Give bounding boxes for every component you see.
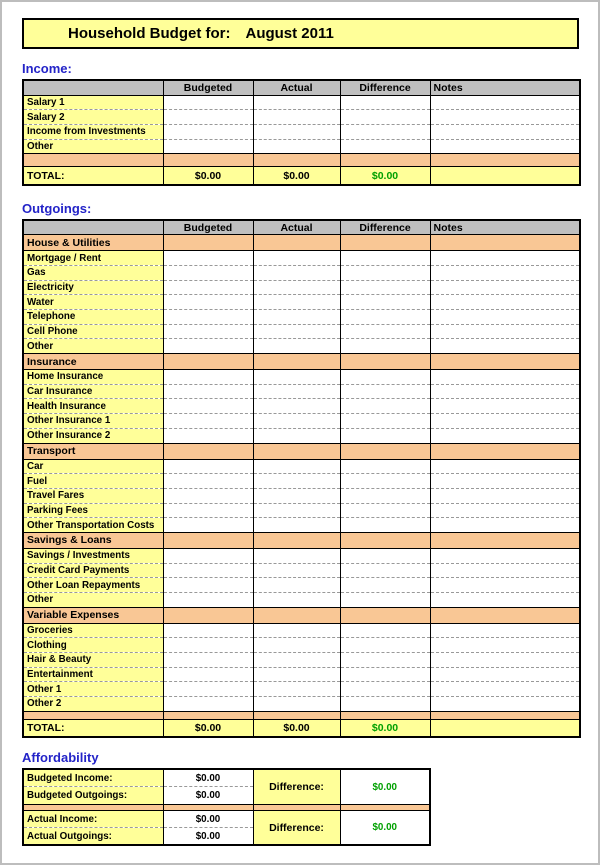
budgeted-input-cell[interactable]: [163, 428, 253, 443]
page-title-label: Household Budget for:: [68, 25, 231, 42]
actual-input-cell[interactable]: [253, 110, 340, 125]
notes-input-cell[interactable]: [430, 667, 580, 682]
difference-label: Difference:: [253, 769, 340, 804]
table-row: [23, 354, 580, 370]
notes-input-cell[interactable]: [430, 428, 580, 443]
afford-row-value: $0.00: [163, 828, 253, 846]
table-row: [23, 638, 580, 653]
notes-input-cell[interactable]: [430, 399, 580, 414]
notes-input-cell[interactable]: [430, 578, 580, 593]
actual-input-cell[interactable]: [253, 459, 340, 474]
income-heading: Income:: [22, 61, 72, 76]
table-row: [23, 667, 580, 682]
notes-input-cell[interactable]: [430, 503, 580, 518]
actual-input-cell[interactable]: [253, 414, 340, 429]
category-label: Transport: [23, 443, 163, 459]
category-cell: [430, 532, 580, 548]
row-label: Savings / Investments: [23, 548, 163, 563]
notes-input-cell[interactable]: [430, 384, 580, 399]
budgeted-input-cell[interactable]: [163, 593, 253, 608]
total-notes-cell: [430, 167, 580, 185]
row-label: Other: [23, 593, 163, 608]
category-cell: [340, 532, 430, 548]
difference-cell: [340, 563, 430, 578]
difference-cell: [340, 518, 430, 533]
category-cell: [163, 532, 253, 548]
difference-value: $0.00: [340, 769, 430, 804]
row-label: Other 2: [23, 697, 163, 712]
difference-cell: [340, 488, 430, 503]
budgeted-input-cell[interactable]: [163, 139, 253, 154]
difference-cell: [340, 697, 430, 712]
actual-input-cell[interactable]: [253, 653, 340, 668]
table-row: [23, 370, 580, 385]
actual-input-cell[interactable]: [253, 370, 340, 385]
table-row: [23, 324, 580, 339]
difference-cell: [340, 548, 430, 563]
table-row: [23, 295, 580, 310]
table-row: [23, 607, 580, 623]
budgeted-input-cell[interactable]: [163, 518, 253, 533]
table-row: [23, 719, 580, 737]
table-row: [23, 280, 580, 295]
header-actual: Actual: [253, 220, 340, 235]
notes-input-cell[interactable]: [430, 563, 580, 578]
notes-input-cell[interactable]: [430, 474, 580, 489]
notes-input-cell[interactable]: [430, 653, 580, 668]
spacer-cell: [430, 154, 580, 167]
row-label: Credit Card Payments: [23, 563, 163, 578]
budgeted-input-cell[interactable]: [163, 638, 253, 653]
actual-input-cell[interactable]: [253, 124, 340, 139]
income-table: [22, 79, 581, 186]
afford-row-label: Actual Outgoings:: [23, 828, 163, 846]
total-actual: $0.00: [253, 719, 340, 737]
budgeted-input-cell[interactable]: [163, 563, 253, 578]
table-row: [23, 697, 580, 712]
notes-input-cell[interactable]: [430, 324, 580, 339]
budgeted-input-cell[interactable]: [163, 310, 253, 325]
difference-cell: [340, 459, 430, 474]
notes-input-cell[interactable]: [430, 488, 580, 503]
budgeted-input-cell[interactable]: [163, 578, 253, 593]
table-row: [23, 488, 580, 503]
category-cell: [430, 607, 580, 623]
actual-input-cell[interactable]: [253, 623, 340, 638]
table-row: [23, 548, 580, 563]
difference-label: Difference:: [253, 810, 340, 845]
total-difference: $0.00: [340, 167, 430, 185]
table-row: [23, 80, 580, 95]
actual-input-cell[interactable]: [253, 503, 340, 518]
budgeted-input-cell[interactable]: [163, 124, 253, 139]
row-label: Other: [23, 139, 163, 154]
table-row: [23, 220, 580, 235]
difference-cell: [340, 265, 430, 280]
outgoings-table: [22, 219, 581, 739]
category-cell: [253, 235, 340, 251]
affordability-table: [22, 768, 431, 846]
table-row: [23, 810, 430, 828]
actual-input-cell[interactable]: [253, 474, 340, 489]
table-row: [23, 503, 580, 518]
difference-cell: [340, 623, 430, 638]
actual-input-cell[interactable]: [253, 428, 340, 443]
category-cell: [340, 354, 430, 370]
row-label: Cell Phone: [23, 324, 163, 339]
actual-input-cell[interactable]: [253, 518, 340, 533]
afford-row-value: $0.00: [163, 769, 253, 787]
category-cell: [430, 235, 580, 251]
total-budgeted: $0.00: [163, 719, 253, 737]
category-label: Savings & Loans: [23, 532, 163, 548]
table-row: [23, 769, 430, 787]
row-label: Electricity: [23, 280, 163, 295]
notes-input-cell[interactable]: [430, 518, 580, 533]
row-label: Other Loan Repayments: [23, 578, 163, 593]
notes-input-cell[interactable]: [430, 459, 580, 474]
actual-input-cell[interactable]: [253, 310, 340, 325]
notes-input-cell[interactable]: [430, 295, 580, 310]
total-label: TOTAL:: [23, 719, 163, 737]
notes-input-cell[interactable]: [430, 310, 580, 325]
actual-input-cell[interactable]: [253, 638, 340, 653]
table-row: [23, 578, 580, 593]
header-blank-cell: [23, 220, 163, 235]
table-row: [23, 474, 580, 489]
row-label: Car: [23, 459, 163, 474]
spacer-cell: [23, 711, 163, 719]
actual-input-cell[interactable]: [253, 95, 340, 110]
afford-row-value: $0.00: [163, 810, 253, 828]
header-difference: Difference: [340, 80, 430, 95]
notes-input-cell[interactable]: [430, 623, 580, 638]
row-label: Other 1: [23, 682, 163, 697]
actual-input-cell[interactable]: [253, 697, 340, 712]
budgeted-input-cell[interactable]: [163, 548, 253, 563]
budgeted-input-cell[interactable]: [163, 653, 253, 668]
table-row: [23, 532, 580, 548]
difference-cell: [340, 124, 430, 139]
difference-cell: [340, 578, 430, 593]
spacer-cell: [253, 711, 340, 719]
budgeted-input-cell[interactable]: [163, 488, 253, 503]
row-label: Fuel: [23, 474, 163, 489]
budgeted-input-cell[interactable]: [163, 384, 253, 399]
afford-row-label: Budgeted Income:: [23, 769, 163, 787]
notes-input-cell[interactable]: [430, 280, 580, 295]
afford-row-label: Budgeted Outgoings:: [23, 787, 163, 805]
row-label: Health Insurance: [23, 399, 163, 414]
row-label: Salary 2: [23, 110, 163, 125]
notes-input-cell[interactable]: [430, 370, 580, 385]
spacer-cell: [23, 154, 163, 167]
difference-cell: [340, 667, 430, 682]
row-label: Salary 1: [23, 95, 163, 110]
category-cell: [340, 235, 430, 251]
spacer-cell: [163, 711, 253, 719]
header-actual: Actual: [253, 80, 340, 95]
row-label: Car Insurance: [23, 384, 163, 399]
difference-cell: [340, 384, 430, 399]
table-row: [23, 682, 580, 697]
total-budgeted: $0.00: [163, 167, 253, 185]
notes-input-cell[interactable]: [430, 265, 580, 280]
difference-value: $0.00: [340, 810, 430, 845]
actual-input-cell[interactable]: [253, 139, 340, 154]
budgeted-input-cell[interactable]: [163, 324, 253, 339]
row-label: Other Insurance 1: [23, 414, 163, 429]
page-title-month: August 2011: [245, 25, 334, 42]
spacer-cell: [340, 154, 430, 167]
category-cell: [430, 354, 580, 370]
budgeted-input-cell[interactable]: [163, 280, 253, 295]
row-label: Hair & Beauty: [23, 653, 163, 668]
notes-input-cell[interactable]: [430, 124, 580, 139]
actual-input-cell[interactable]: [253, 667, 340, 682]
table-row: [23, 154, 580, 167]
table-row: [23, 399, 580, 414]
total-notes-cell: [430, 719, 580, 737]
category-cell: [253, 607, 340, 623]
category-cell: [340, 607, 430, 623]
header-blank-cell: [23, 80, 163, 95]
category-label: Insurance: [23, 354, 163, 370]
budgeted-input-cell[interactable]: [163, 623, 253, 638]
header-budgeted: Budgeted: [163, 220, 253, 235]
notes-input-cell[interactable]: [430, 682, 580, 697]
budgeted-input-cell[interactable]: [163, 110, 253, 125]
category-cell: [253, 354, 340, 370]
row-label: Home Insurance: [23, 370, 163, 385]
actual-input-cell[interactable]: [253, 280, 340, 295]
outgoings-heading: Outgoings:: [22, 200, 92, 216]
difference-cell: [340, 682, 430, 697]
actual-input-cell[interactable]: [253, 324, 340, 339]
budgeted-input-cell[interactable]: [163, 474, 253, 489]
notes-input-cell[interactable]: [430, 548, 580, 563]
actual-input-cell[interactable]: [253, 578, 340, 593]
row-label: Other: [23, 339, 163, 354]
actual-input-cell[interactable]: [253, 682, 340, 697]
difference-cell: [340, 399, 430, 414]
actual-input-cell[interactable]: [253, 548, 340, 563]
row-label: Entertainment: [23, 667, 163, 682]
actual-input-cell[interactable]: [253, 251, 340, 266]
table-row: [23, 251, 580, 266]
table-row: [23, 711, 580, 719]
header-budgeted: Budgeted: [163, 80, 253, 95]
table-row: [23, 593, 580, 608]
difference-cell: [340, 414, 430, 429]
row-label: Other Insurance 2: [23, 428, 163, 443]
afford-row-label: Actual Income:: [23, 810, 163, 828]
difference-cell: [340, 428, 430, 443]
category-cell: [253, 443, 340, 459]
table-row: [23, 110, 580, 125]
difference-cell: [340, 638, 430, 653]
category-cell: [163, 607, 253, 623]
budgeted-input-cell[interactable]: [163, 503, 253, 518]
notes-input-cell[interactable]: [430, 339, 580, 354]
table-row: [23, 95, 580, 110]
difference-cell: [340, 280, 430, 295]
difference-cell: [340, 653, 430, 668]
difference-cell: [340, 95, 430, 110]
difference-cell: [340, 324, 430, 339]
total-difference: $0.00: [340, 719, 430, 737]
table-row: [23, 167, 580, 185]
category-cell: [163, 354, 253, 370]
header-difference: Difference: [340, 220, 430, 235]
actual-input-cell[interactable]: [253, 339, 340, 354]
difference-cell: [340, 251, 430, 266]
header-notes: Notes: [430, 80, 580, 95]
category-label: Variable Expenses: [23, 607, 163, 623]
budgeted-input-cell[interactable]: [163, 339, 253, 354]
notes-input-cell[interactable]: [430, 139, 580, 154]
spacer-cell: [340, 711, 430, 719]
table-row: [23, 414, 580, 429]
row-label: Parking Fees: [23, 503, 163, 518]
row-label: Income from Investments: [23, 124, 163, 139]
table-row: [23, 443, 580, 459]
row-label: Groceries: [23, 623, 163, 638]
table-row: [23, 124, 580, 139]
notes-input-cell[interactable]: [430, 414, 580, 429]
difference-cell: [340, 295, 430, 310]
difference-cell: [340, 310, 430, 325]
notes-input-cell[interactable]: [430, 251, 580, 266]
budgeted-input-cell[interactable]: [163, 295, 253, 310]
table-row: [23, 310, 580, 325]
table-row: [23, 265, 580, 280]
spacer-cell: [163, 154, 253, 167]
spacer-cell: [253, 154, 340, 167]
row-label: Telephone: [23, 310, 163, 325]
notes-input-cell[interactable]: [430, 638, 580, 653]
table-row: [23, 518, 580, 533]
actual-input-cell[interactable]: [253, 399, 340, 414]
table-row: [23, 384, 580, 399]
category-label: House & Utilities: [23, 235, 163, 251]
budgeted-input-cell[interactable]: [163, 370, 253, 385]
budgeted-input-cell[interactable]: [163, 265, 253, 280]
difference-cell: [340, 370, 430, 385]
table-row: [23, 139, 580, 154]
spacer-cell: [430, 711, 580, 719]
budgeted-input-cell[interactable]: [163, 459, 253, 474]
notes-input-cell[interactable]: [430, 95, 580, 110]
actual-input-cell[interactable]: [253, 295, 340, 310]
budgeted-input-cell[interactable]: [163, 414, 253, 429]
row-label: Water: [23, 295, 163, 310]
actual-input-cell[interactable]: [253, 384, 340, 399]
difference-cell: [340, 139, 430, 154]
actual-input-cell[interactable]: [253, 488, 340, 503]
afford-row-value: $0.00: [163, 787, 253, 805]
affordability-heading: Affordability: [22, 750, 99, 766]
difference-cell: [340, 339, 430, 354]
table-row: [23, 623, 580, 638]
actual-input-cell[interactable]: [253, 563, 340, 578]
table-row: [23, 339, 580, 354]
difference-cell: [340, 593, 430, 608]
table-row: [23, 235, 580, 251]
budgeted-input-cell[interactable]: [163, 697, 253, 712]
difference-cell: [340, 474, 430, 489]
row-label: Clothing: [23, 638, 163, 653]
category-cell: [253, 532, 340, 548]
category-cell: [430, 443, 580, 459]
notes-input-cell[interactable]: [430, 593, 580, 608]
table-row: [23, 563, 580, 578]
notes-input-cell[interactable]: [430, 697, 580, 712]
category-cell: [163, 235, 253, 251]
difference-cell: [340, 503, 430, 518]
budgeted-input-cell[interactable]: [163, 251, 253, 266]
page-title: [22, 18, 579, 49]
table-row: [23, 428, 580, 443]
notes-input-cell[interactable]: [430, 110, 580, 125]
table-row: [23, 653, 580, 668]
difference-cell: [340, 110, 430, 125]
category-cell: [163, 443, 253, 459]
budgeted-input-cell[interactable]: [163, 682, 253, 697]
budgeted-input-cell[interactable]: [163, 667, 253, 682]
row-label: Other Transportation Costs: [23, 518, 163, 533]
row-label: Travel Fares: [23, 488, 163, 503]
table-row: [23, 459, 580, 474]
total-actual: $0.00: [253, 167, 340, 185]
total-label: TOTAL:: [23, 167, 163, 185]
row-label: Mortgage / Rent: [23, 251, 163, 266]
row-label: Gas: [23, 265, 163, 280]
actual-input-cell[interactable]: [253, 593, 340, 608]
category-cell: [340, 443, 430, 459]
actual-input-cell[interactable]: [253, 265, 340, 280]
budgeted-input-cell[interactable]: [163, 95, 253, 110]
budgeted-input-cell[interactable]: [163, 399, 253, 414]
header-notes: Notes: [430, 220, 580, 235]
